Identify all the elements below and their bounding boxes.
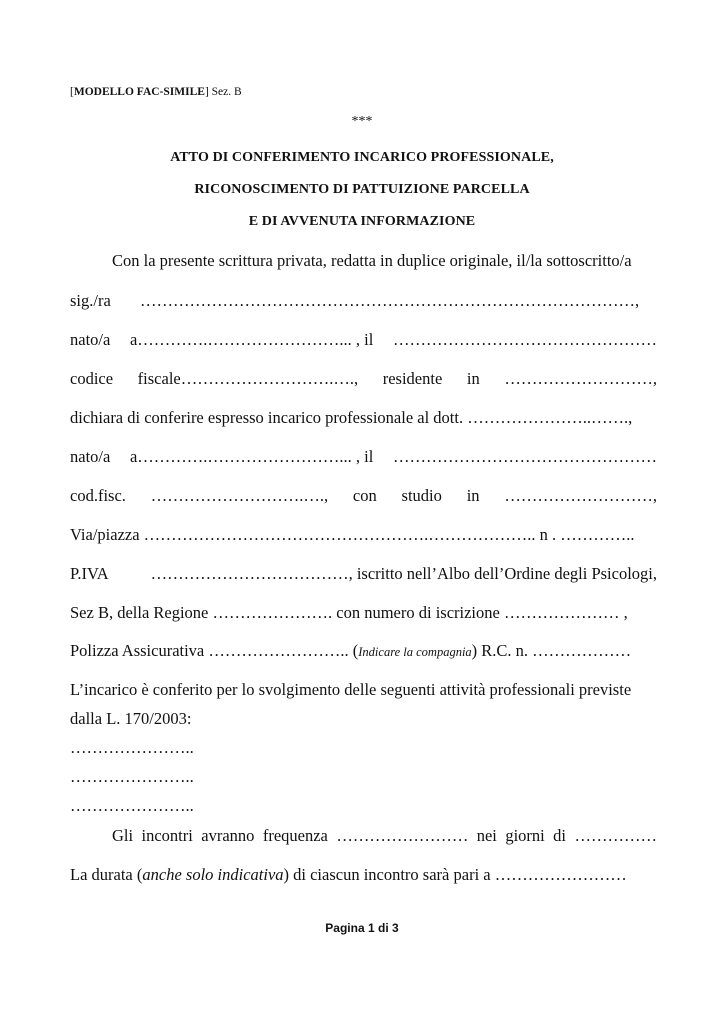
piva-label: P.IVA <box>70 564 109 583</box>
durata-line <box>70 865 627 885</box>
incarico-line-2: dalla L. 170/2003: <box>70 709 192 728</box>
footer-page-label: Pagina <box>325 921 368 935</box>
footer-page-total: 3 <box>392 921 399 935</box>
incontri-word-9: …………… <box>574 826 657 845</box>
title-line-1: ATTO DI CONFERIMENTO INCARICO PROFESSIONALE, <box>170 150 554 165</box>
incontri-word-1: Gli <box>112 826 134 845</box>
codf-word-2: ……………………….…., <box>150 486 329 505</box>
cf-word-3: residente <box>382 369 443 388</box>
incontri-word-2: incontri <box>141 826 193 845</box>
durata-label: La durata ( <box>70 865 143 884</box>
incontri-word-7: giorni <box>505 826 545 845</box>
nato2-place: a………….……………………... , il <box>129 447 374 466</box>
incontri-word-3: avranno <box>201 826 255 845</box>
dots-line-1: ………………….. <box>70 738 194 757</box>
polizza-line <box>70 641 631 661</box>
incontri-line <box>112 826 657 846</box>
header-model-label: MODELLO FAC-SIMILE <box>73 86 205 98</box>
cf-word-4: in <box>466 369 480 388</box>
codf-word-4: studio <box>401 486 442 505</box>
dots-line-3: ………………….. <box>70 796 194 815</box>
incontri-word-8: di <box>553 826 567 845</box>
cf-word-5: ………………………, <box>504 369 657 388</box>
nato-line-1 <box>70 330 657 350</box>
codice-fiscale-line <box>70 369 657 389</box>
codf-word-6: ………………………, <box>504 486 657 505</box>
nato1-date: ………………………………………… <box>392 330 657 349</box>
polizza-label: Polizza Assicurativa …………………….. ( <box>70 641 359 660</box>
durata-italic-note: anche solo indicativa <box>142 865 284 884</box>
cf-word-2: fiscale……………………….…., <box>137 369 359 388</box>
page-footer <box>0 921 724 935</box>
footer-page-number: 1 <box>367 921 375 935</box>
title-line-2: RICONOSCIMENTO DI PATTUIZIONE PARCELLA <box>194 182 530 197</box>
incontri-word-4: frequenza <box>262 826 328 845</box>
codf-word-5: in <box>466 486 480 505</box>
incarico-line-1: L’incarico è conferito per lo svolgimento delle seguenti attività professionali previste <box>70 680 632 699</box>
piva-line <box>70 564 657 584</box>
polizza-rc: ) R.C. n. ……………… <box>471 641 632 660</box>
incontri-word-5: …………………… <box>336 826 469 845</box>
nato2-label: nato/a <box>70 447 111 466</box>
via-line: Via/piazza …………………………………………….……………….. n . ………….. <box>70 525 635 544</box>
header-close-bracket: ] <box>204 86 209 98</box>
piva-rest: ………………………………, iscritto nell’Albo dell’Ordine degli Psicologi, <box>150 564 657 583</box>
model-header <box>70 86 242 98</box>
durata-rest: ) di ciascun incontro sarà pari a …………………… <box>283 865 627 884</box>
separator-stars: *** <box>351 114 373 129</box>
sez-line: Sez B, della Regione …………………. con numero di iscrizione ………………… , <box>70 603 628 622</box>
incontri-word-6: nei <box>476 826 497 845</box>
cod-fisc-line <box>70 486 657 506</box>
nato2-date: ………………………………………… <box>392 447 657 466</box>
dichiara-line: dichiara di conferire espresso incarico professionale al dott. …………………..……., <box>70 408 633 427</box>
dots-line-2: ………………….. <box>70 767 194 786</box>
codf-word-1: cod.fisc. <box>70 486 126 505</box>
footer-of-label: di <box>374 921 393 935</box>
nato1-place: a………….……………………... , il <box>129 330 374 349</box>
header-section: Sez. B <box>208 86 242 98</box>
nato1-label: nato/a <box>70 330 111 349</box>
polizza-italic-note: Indicare la compagnia <box>358 645 472 659</box>
sigra-label: sig./ra <box>70 291 111 310</box>
title-line-3: E DI AVVENUTA INFORMAZIONE <box>248 214 476 229</box>
codf-word-3: con <box>352 486 377 505</box>
nato-line-2 <box>70 447 657 467</box>
sigra-dots: ………………………………………………………………………………, <box>140 291 640 310</box>
intro-line: Con la presente scrittura privata, redatta in duplice originale, il/la sottoscritto/a <box>112 251 632 270</box>
header-open-bracket: [ <box>70 86 74 98</box>
cf-word-1: codice <box>70 369 114 388</box>
